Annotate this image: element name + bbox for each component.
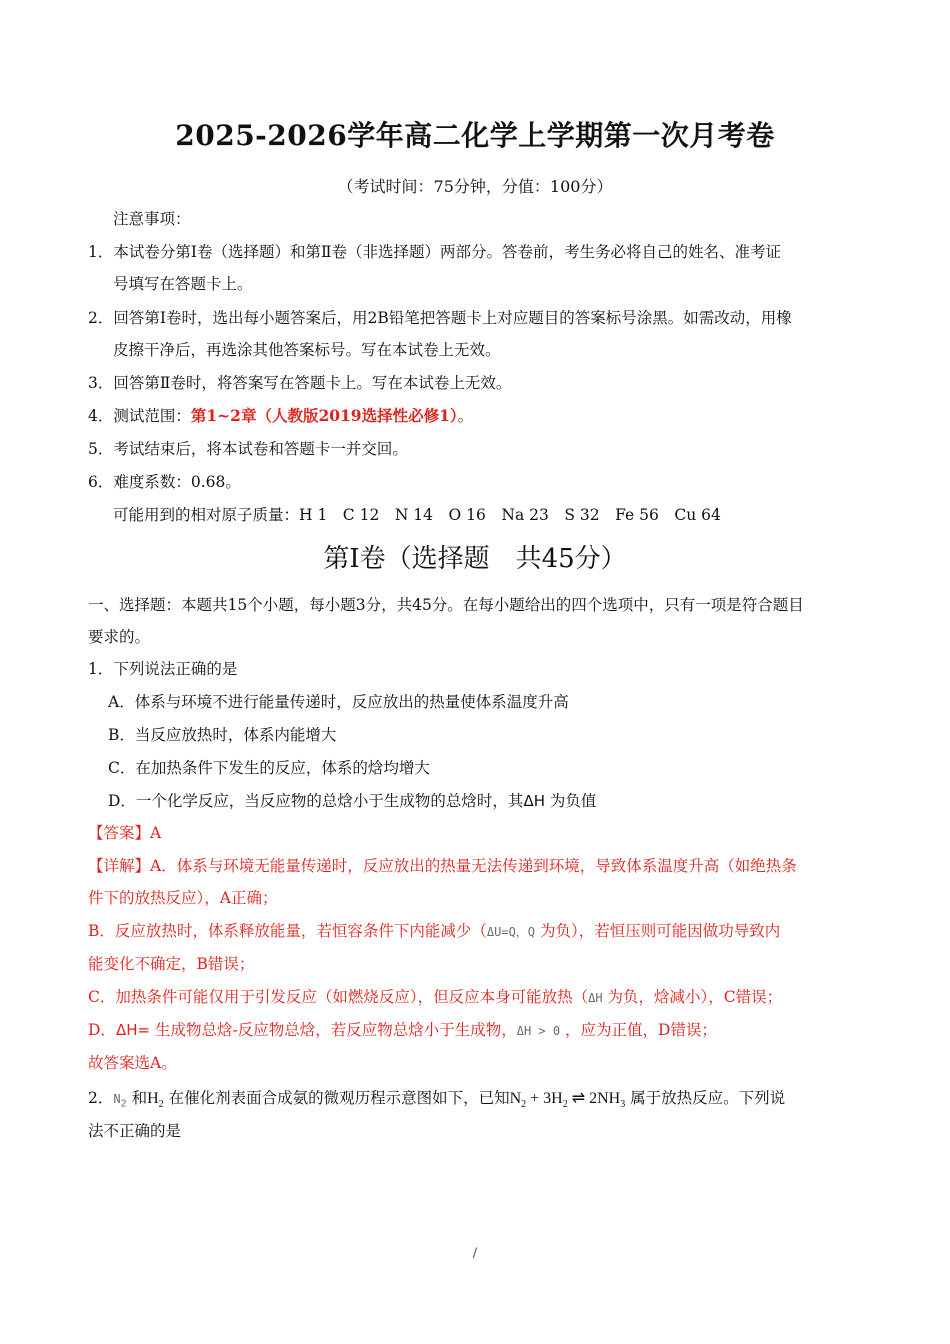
section-intro-line-1: 一、选择题：本题共15个小题，每小题3分，共45分。在每小题给出的四个选项中，只有一项是符合题目 [88,596,804,614]
note-5: 5．考试结束后，将本试卷和答题卡一并交回。 [88,440,408,458]
delta-h-symbol: ΔH [523,792,545,810]
test-scope: 第1~2章（人教版2019选择性必修1） [190,406,458,425]
q1-explanation-a-line-1: 【详解】A．体系与环境无能量传递时，反应放出的热量无法传递到环境，导致体系温度升高（如绝热条 [88,857,797,875]
delta-h-symbol: ΔH [588,991,603,1005]
section-title: 第Ⅰ卷（选择题 共45分） [323,544,627,574]
q1-option-d: D．一个化学反应，当反应物的总焓小于生成物的总焓时，其ΔH 为负值 [108,792,597,810]
q1-explanation-d: D．ΔH= 生成物总焓-反应物总焓，若反应物总焓小于生成物，ΔH > 0 ，应为正值，D错误； [88,1021,717,1039]
h2-formula: $H_2$ [147,1090,164,1111]
delta-h-formula: ΔH= [115,1021,151,1039]
q1-stem: 1．下列说法正确的是 [88,660,238,678]
q1-option-c: C．在加热条件下发生的反应，体系的焓均增大 [108,759,430,777]
atomic-masses: 可能用到的相对原子质量：H 1 C 12 N 14 O 16 Na 23 S 32 Fe 56 Cu 64 [113,506,721,524]
note-1-line-1: 1．本试卷分第Ⅰ卷（选择题）和第Ⅱ卷（非选择题）两部分。答卷前，考生务必将自己的姓名、准考证 [88,243,782,261]
note-2-line-1: 2．回答第Ⅰ卷时，选出每小题答案后，用2B铅笔把答题卡上对应题目的答案标号涂黑。如需改动，用橡 [88,309,792,327]
n2-formula: $N_2$ [113,1092,127,1110]
q1-explanation-b-line-2: 能变化不确定，B错误； [88,955,255,973]
q1-explanation-b-line-1: B．反应放热时，体系释放能量，若恒容条件下内能减少（ΔU=Q，Q 为负），若恒压则可能因做功导致内 [88,922,781,940]
q1-explanation-c: C．加热条件可能仅用于引发反应（如燃烧反应），但反应本身可能放热（ΔH 为负，焓减小），C错误； [88,988,783,1006]
page-subtitle: （考试时间：75分钟，分值：100分） [337,177,613,196]
page-title: 2025-2026学年高二化学上学期第一次月考卷 [175,119,775,152]
note-6: 6．难度系数：0.68。 [88,473,241,491]
q2-stem-line-2: 法不正确的是 [88,1122,182,1140]
page-footer-mark: / [472,1246,478,1261]
note-4: 4．测试范围：第1~2章（人教版2019选择性必修1）。 [88,406,474,425]
q1-conclusion: 故答案选A。 [88,1054,177,1072]
q1-option-b: B．当反应放热时，体系内能增大 [108,726,337,744]
q1-option-a: A．体系与环境不进行能量传递时，反应放出的热量使体系温度升高 [108,693,569,711]
delta-u-equation: ΔU=Q，Q [486,925,536,939]
delta-h-positive: ΔH > 0 [516,1024,561,1038]
note-2-line-2: 皮擦干净后，再选涂其他答案标号。写在本试卷上无效。 [113,341,501,359]
ammonia-equation: $N_2 + 3H_2$ ⇌ $2NH_3$ [509,1090,626,1111]
q1-explanation-a-line-2: 件下的放热反应），A正确； [88,889,278,907]
q2-stem-line-1: 2．$N_2$ 和$H_2$ 在催化剂表面合成氨的微观历程示意图如下，已知$N_2 + 3H_2$ ⇌ $2NH_3$ 属于放热反应。下列说 [88,1089,786,1111]
notes-heading: 注意事项： [113,210,191,228]
note-3: 3．回答第Ⅱ卷时，将答案写在答题卡上。写在本试卷上无效。 [88,374,512,392]
section-intro-line-2: 要求的。 [88,628,151,646]
q1-answer: 【答案】A [88,824,162,842]
note-1-line-2: 号填写在答题卡上。 [113,275,253,293]
